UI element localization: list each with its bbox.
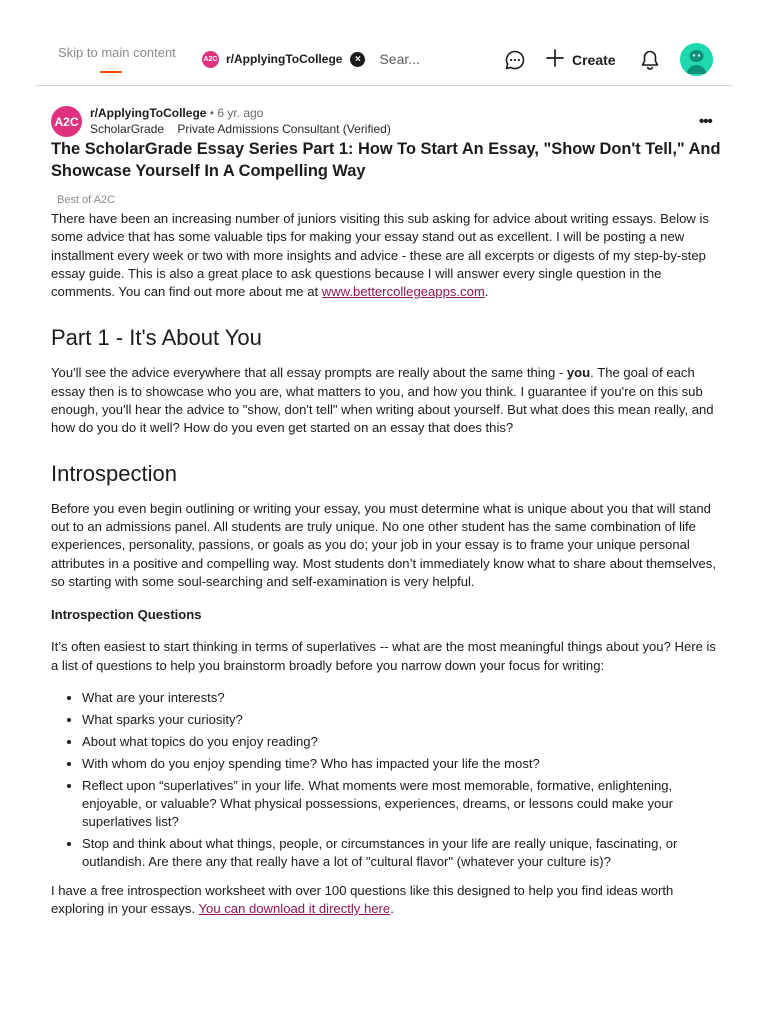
chat-icon[interactable] [503, 48, 527, 72]
questions-list [51, 689, 716, 872]
post-timestamp: 6 yr. ago [217, 106, 264, 120]
list-item: • About what topics do you enjoy reading? [82, 733, 716, 751]
introspection-paragraph: Before you even begin outlining or writing your essay, you must determine what is unique about you that will stand out to an admissions panel. All students are truly unique. No one other student has the same combination of life experiences, personality, passions, or goals as you do; your job in your essay is to frame your unique personal attributes in a positive and compelling way. Most students don’t immediately know what to share about themselves, so starting with some soul-searching and self-examination is very helpful. [51, 500, 716, 589]
post-body [51, 210, 716, 918]
worksheet-download-link[interactable]: You can download it directly here [198, 900, 391, 916]
create-label: Create [572, 52, 616, 68]
part1-heading: Part 1 - It's About You [51, 325, 262, 351]
avatar[interactable] [680, 43, 713, 76]
superlatives-paragraph: It’s often easiest to start thinking in terms of superlatives -- what are the most meaningful things about you? Here is a list of questions to help you brainstorm broadly before you narrow down your focus for writing: [51, 639, 716, 673]
introspection-questions-heading: Introspection Questions [51, 607, 202, 623]
bettercollegeapps-link[interactable]: www.bettercollegeapps.com [321, 284, 485, 300]
introspection-heading: Introspection [51, 460, 177, 486]
post-title: The ScholarGrade Essay Series Part 1: How To Start An Essay, "Show Don't Tell," And Showcase Yourself In A Compelling Way [51, 140, 721, 180]
more-options-button[interactable]: ••• [699, 113, 712, 130]
create-button[interactable] [545, 47, 616, 73]
author-flair: Private Admissions Consultant (Verified) [177, 122, 391, 136]
list-item: • What sparks your curiosity? [82, 711, 716, 729]
subreddit-avatar[interactable]: A2C [51, 106, 82, 137]
intro-text: There have been an increasing number of juniors visiting this sub asking for advice about writing essays. Below is some advice that has some valuable tips for making your essay stand out as excellent. I will be posting a new installment every week or two with more insights and advice - these are all excerpts or digests of my step-by-step essay guide. This is also a great place to ask questions because I will answer every single question in the comments. You can find out more about me at [51, 211, 709, 300]
worksheet-text: I have a free introspection worksheet with over 100 questions like this designed to help you find ideas worth exploring in your essays. [51, 882, 674, 916]
search-bar[interactable] [202, 46, 449, 72]
focus-indicator [100, 71, 122, 73]
part1-paragraph [51, 364, 716, 437]
list-item: • What are your interests? [82, 689, 716, 707]
author-line [90, 122, 391, 136]
subreddit-chip-label: r/ApplyingToCollege [226, 52, 343, 66]
top-navigation-bar [0, 0, 768, 86]
post-flair[interactable]: Best of A2C [57, 194, 116, 206]
subreddit-chip-icon: A2C [202, 51, 219, 68]
worksheet-end: . [390, 900, 394, 916]
post-meta-line [90, 106, 263, 120]
bell-icon[interactable] [638, 48, 662, 72]
list-item: • Reflect upon “superlatives” in your life. What moments were most memorable, formative, enlightening, enjoyable, or valuable? What physical possessions, experiences, dreams, or lessons could make your superlatives list? [82, 777, 716, 832]
skip-to-main-content-link[interactable]: Skip to main content [58, 45, 176, 60]
post-meta [51, 104, 731, 140]
search-input[interactable] [379, 51, 449, 67]
author-link[interactable]: ScholarGrade [90, 122, 165, 136]
part1-text-before: You'll see the advice everywhere that all essay prompts are really about the same thing - [51, 365, 567, 381]
close-icon[interactable]: × [350, 52, 365, 67]
post-time-separator: • [209, 106, 218, 120]
header-divider [36, 85, 732, 86]
part1-bold-you: you [566, 365, 591, 381]
worksheet-paragraph [51, 882, 716, 919]
list-item: • With whom do you enjoy spending time? Who has impacted your life the most? [82, 755, 716, 773]
list-item: • Stop and think about what things, people, or circumstances in your life are really unique, fascinating, or outlandish. Are there any that really have a lot of "cultural flavor" (whatever your culture is)? [82, 835, 716, 872]
subreddit-link[interactable]: r/ApplyingToCollege [90, 106, 207, 120]
intro-paragraph [51, 210, 716, 301]
part1-text-after: . The goal of each essay then is to showcase who you are, what matters to you, and how you think. I guarantee if you're on this sub enough, you'll hear the advice to "show, don't tell" when writing about yourself. But what does this mean really, and how do you do it well? How do you even get started on an essay that does this? [51, 365, 714, 436]
intro-end: . [484, 284, 489, 300]
plus-icon [545, 48, 565, 73]
